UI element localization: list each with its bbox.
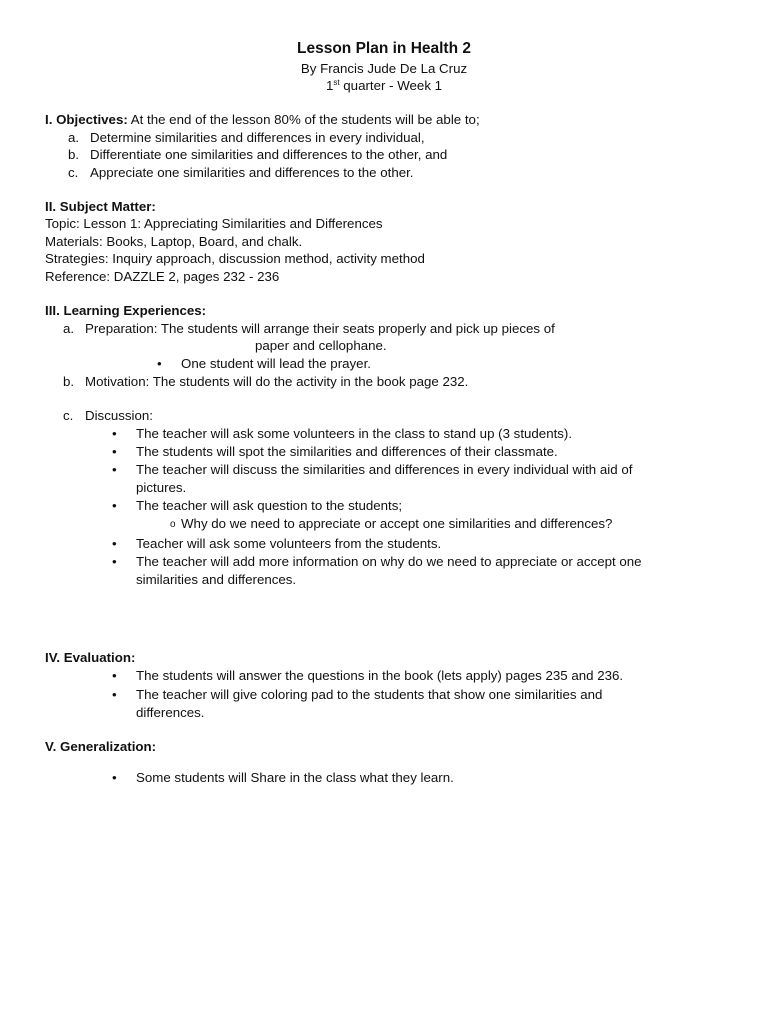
discussion-sub-question: Why do we need to appreciate or accept one similarities and differences? <box>181 516 613 531</box>
discussion-item-6-line-2: similarities and differences. <box>136 572 297 587</box>
bullet: • <box>112 554 117 569</box>
quarter-superscript: st <box>333 78 340 87</box>
objectives-intro: At the end of the lesson 80% of the students will be able to; <box>130 112 480 127</box>
bullet: • <box>112 687 117 702</box>
generalization-heading: V. Generalization: <box>45 739 157 754</box>
document-author: By Francis Jude De La Cruz <box>300 61 468 76</box>
generalization-item-1: Some students will Share in the class what they learn. <box>136 770 454 785</box>
objective-item-c: Appreciate one similarities and differences to the other. <box>90 165 414 180</box>
discussion-marker: c. <box>63 408 74 423</box>
objective-item-a: Determine similarities and differences in every individual, <box>90 130 425 145</box>
objective-marker-b: b. <box>68 147 80 162</box>
subject-reference: Reference: DAZZLE 2, pages 232 - 236 <box>45 269 280 284</box>
discussion-item-3-line-2: pictures. <box>136 480 187 495</box>
preparation-marker: a. <box>63 321 75 336</box>
objective-marker-a: a. <box>68 130 80 145</box>
motivation-marker: b. <box>63 374 75 389</box>
preparation-bullet: One student will lead the prayer. <box>181 356 371 371</box>
bullet: • <box>157 356 162 371</box>
learning-heading: III. Learning Experiences: <box>45 303 207 318</box>
subject-topic: Topic: Lesson 1: Appreciating Similarities and Differences <box>45 216 383 231</box>
objective-marker-c: c. <box>68 165 79 180</box>
objective-item-b: Differentiate one similarities and differences to the other, and <box>90 147 448 162</box>
bullet: • <box>112 668 117 683</box>
objectives-heading: I. Objectives: <box>45 112 128 127</box>
evaluation-item-2-line-1: The teacher will give coloring pad to the students that show one similarities and <box>136 687 603 702</box>
bullet: • <box>112 536 117 551</box>
discussion-item-4: The teacher will ask question to the students; <box>136 498 403 513</box>
objectives-line <box>45 111 480 128</box>
preparation-line-1: Preparation: The students will arrange their seats properly and pick up pieces of <box>85 321 555 336</box>
discussion-item-5: Teacher will ask some volunteers from the students. <box>136 536 442 551</box>
evaluation-item-1: The students will answer the questions in the book (lets apply) pages 235 and 236. <box>136 668 624 683</box>
subject-matter-heading: II. Subject Matter: <box>45 199 156 214</box>
evaluation-item-2-line-2: differences. <box>136 705 205 720</box>
bullet: • <box>112 462 117 477</box>
discussion-label: Discussion: <box>85 408 153 423</box>
quarter-number: 1 <box>325 78 334 93</box>
discussion-item-6-line-1: The teacher will add more information on why do we need to appreciate or accept one <box>136 554 642 569</box>
bullet: • <box>112 498 117 513</box>
discussion-item-2: The students will spot the similarities and differences of their classmate. <box>136 444 558 459</box>
motivation-text: Motivation: The students will do the activity in the book page 232. <box>85 374 469 389</box>
document-title: Lesson Plan in Health 2 <box>297 40 471 57</box>
subject-strategies: Strategies: Inquiry approach, discussion method, activity method <box>45 251 425 266</box>
bullet: • <box>112 444 117 459</box>
preparation-line-2: paper and cellophane. <box>255 338 387 353</box>
quarter-text: quarter - Week 1 <box>339 78 443 93</box>
sub-bullet-marker: o <box>170 519 176 530</box>
subject-materials: Materials: Books, Laptop, Board, and chalk. <box>45 234 303 249</box>
document-quarter <box>0 77 768 94</box>
bullet: • <box>112 426 117 441</box>
discussion-item-1: The teacher will ask some volunteers in the class to stand up (3 students). <box>136 426 573 441</box>
evaluation-heading: IV. Evaluation: <box>45 650 136 665</box>
bullet: • <box>112 770 117 785</box>
discussion-item-3-line-1: The teacher will discuss the similarities and differences in every individual with aid of <box>136 462 633 477</box>
